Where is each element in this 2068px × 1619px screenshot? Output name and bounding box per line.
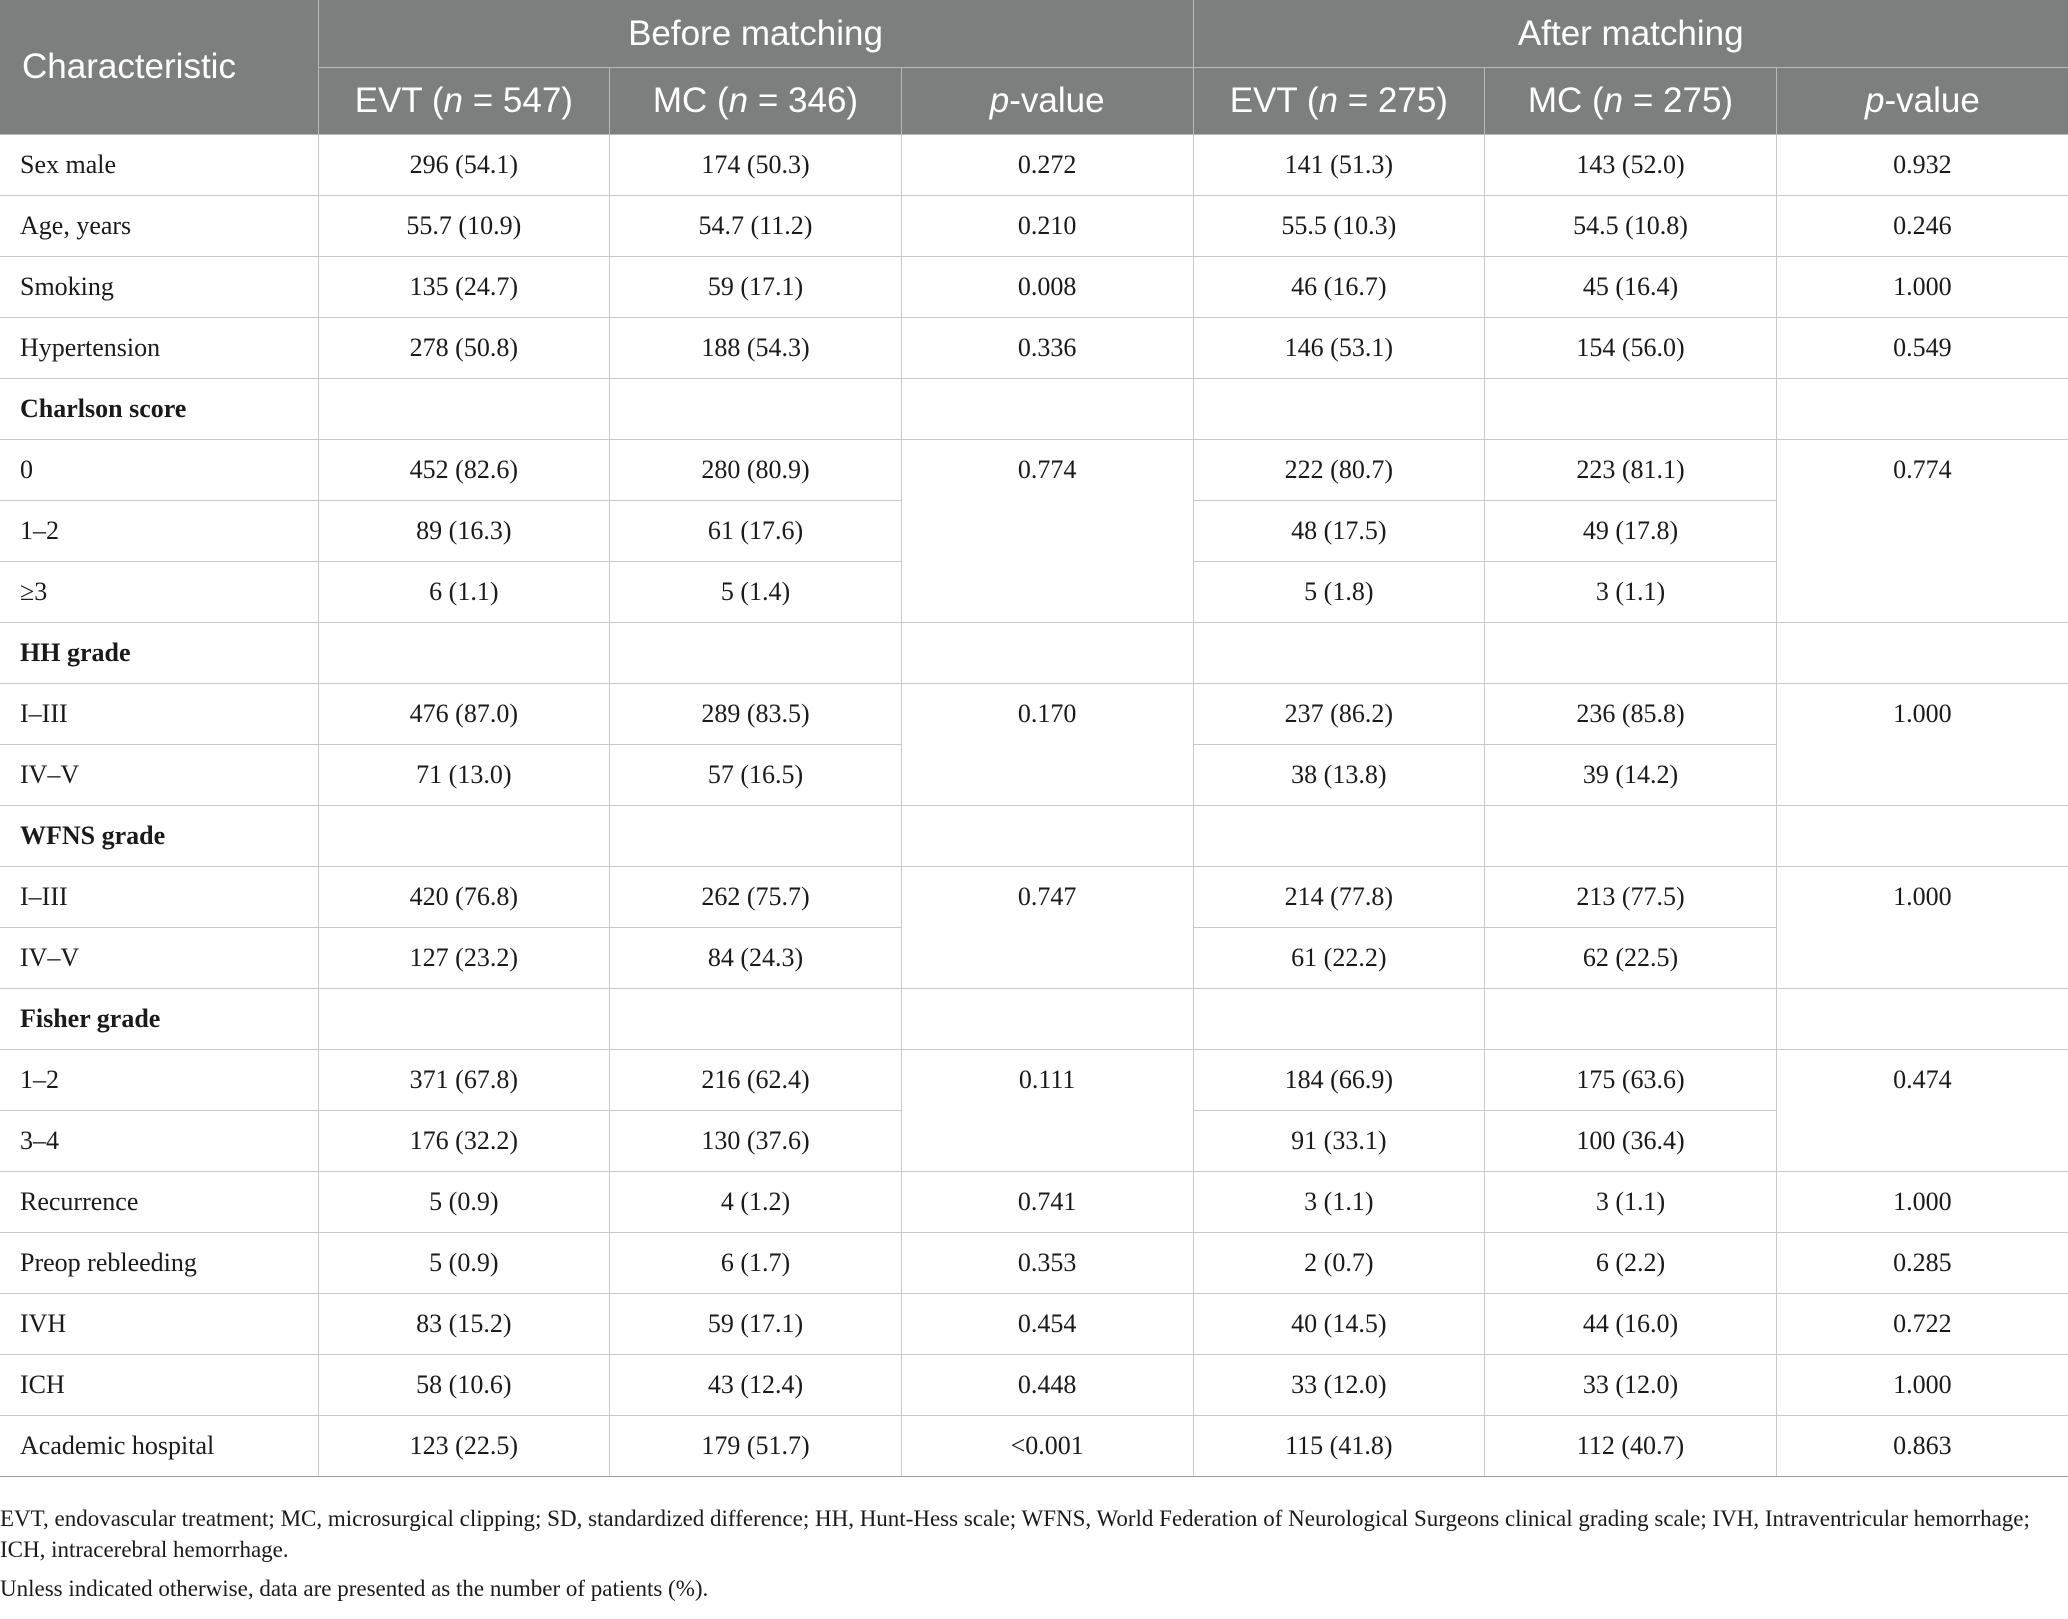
table-row: [0, 257, 2068, 318]
footnote-abbreviations: EVT, endovascular treatment; MC, microsurgical clipping; SD, standardized difference; HH, Hunt-Hess scale; WFNS, World Federation of Neurological Surgeons clinical grading scale; IVH, Intraventricular hemorrhage; ICH, intracerebral hemorrhage.: [0, 1506, 2030, 1562]
cell-value: 83 (15.2): [318, 1294, 610, 1355]
cell-value: 3 (1.1): [1485, 1172, 1777, 1233]
header-col-3: [1193, 68, 1485, 135]
row-label: Academic hospital: [0, 1416, 318, 1477]
cell-value: 176 (32.2): [318, 1111, 610, 1172]
empty-cell: [1485, 623, 1777, 684]
cell-value: 213 (77.5): [1485, 867, 1777, 928]
p-value-after: 1.000: [1776, 684, 2068, 806]
row-label: I–III: [0, 684, 318, 745]
header-col-2: [901, 68, 1193, 135]
header-col-1: [610, 68, 902, 135]
header-col-text: MC (: [652, 81, 729, 120]
cell-value: 0.454: [901, 1294, 1193, 1355]
p-value-before: 0.111: [901, 1050, 1193, 1172]
cell-value: 143 (52.0): [1485, 135, 1777, 196]
cell-value: 38 (13.8): [1193, 745, 1485, 806]
header-col-text: EVT (: [354, 81, 444, 120]
table-row: [0, 196, 2068, 257]
row-label: Age, years: [0, 196, 318, 257]
empty-cell: [318, 989, 610, 1050]
cell-value: 54.5 (10.8): [1485, 196, 1777, 257]
section-label: HH grade: [0, 623, 318, 684]
cell-value: 5 (1.8): [1193, 562, 1485, 623]
header-col-text: = 275): [1623, 81, 1734, 120]
empty-cell: [901, 806, 1193, 867]
cell-value: 40 (14.5): [1193, 1294, 1485, 1355]
cell-value: 2 (0.7): [1193, 1233, 1485, 1294]
row-label: ≥3: [0, 562, 318, 623]
subgroup-row: [0, 1050, 2068, 1111]
header-col-5: [1776, 68, 2068, 135]
row-label: Sex male: [0, 135, 318, 196]
row-label: Hypertension: [0, 318, 318, 379]
cell-value: 262 (75.7): [610, 867, 902, 928]
empty-cell: [1776, 623, 2068, 684]
cell-value: 0.336: [901, 318, 1193, 379]
cell-value: 179 (51.7): [610, 1416, 902, 1477]
empty-cell: [1193, 623, 1485, 684]
p-value-before: 0.774: [901, 440, 1193, 623]
empty-cell: [610, 623, 902, 684]
empty-cell: [1193, 989, 1485, 1050]
header-col-italic: p: [989, 81, 1010, 120]
cell-value: 61 (17.6): [610, 501, 902, 562]
cell-value: 46 (16.7): [1193, 257, 1485, 318]
section-row: [0, 379, 2068, 440]
cell-value: 280 (80.9): [610, 440, 902, 501]
p-value-before: 0.170: [901, 684, 1193, 806]
empty-cell: [1776, 379, 2068, 440]
row-label: Recurrence: [0, 1172, 318, 1233]
cell-value: 71 (13.0): [318, 745, 610, 806]
cell-value: 59 (17.1): [610, 1294, 902, 1355]
cell-value: 4 (1.2): [610, 1172, 902, 1233]
table-row: [0, 1233, 2068, 1294]
empty-cell: [610, 806, 902, 867]
header-col-text: = 275): [1338, 81, 1448, 120]
row-label: IV–V: [0, 745, 318, 806]
header-col-text: -value: [1009, 81, 1105, 120]
cell-value: 130 (37.6): [610, 1111, 902, 1172]
empty-cell: [1193, 806, 1485, 867]
row-label: IVH: [0, 1294, 318, 1355]
header-characteristic: Characteristic: [0, 0, 318, 135]
subgroup-row: [0, 440, 2068, 501]
cell-value: 223 (81.1): [1485, 440, 1777, 501]
cell-value: 57 (16.5): [610, 745, 902, 806]
table-body: [0, 135, 2068, 1477]
subgroup-row: [0, 684, 2068, 745]
cell-value: 237 (86.2): [1193, 684, 1485, 745]
row-label: 3–4: [0, 1111, 318, 1172]
cell-value: 89 (16.3): [318, 501, 610, 562]
cell-value: 135 (24.7): [318, 257, 610, 318]
cell-value: 43 (12.4): [610, 1355, 902, 1416]
cell-value: 61 (22.2): [1193, 928, 1485, 989]
cell-value: 5 (0.9): [318, 1172, 610, 1233]
row-label: Preop rebleeding: [0, 1233, 318, 1294]
header-col-text: EVT (: [1229, 81, 1319, 120]
table-footnotes: [0, 1503, 2050, 1604]
cell-value: 112 (40.7): [1485, 1416, 1777, 1477]
empty-cell: [1193, 379, 1485, 440]
header-col-4: [1485, 68, 1777, 135]
cell-value: 0.285: [1776, 1233, 2068, 1294]
header-col-0: [318, 68, 610, 135]
cell-value: 214 (77.8): [1193, 867, 1485, 928]
cell-value: 420 (76.8): [318, 867, 610, 928]
cell-value: 5 (0.9): [318, 1233, 610, 1294]
empty-cell: [901, 623, 1193, 684]
section-label: Fisher grade: [0, 989, 318, 1050]
p-value-after: 1.000: [1776, 867, 2068, 989]
table-row: [0, 1416, 2068, 1477]
cell-value: 6 (1.7): [610, 1233, 902, 1294]
cell-value: 289 (83.5): [610, 684, 902, 745]
empty-cell: [901, 379, 1193, 440]
cell-value: 154 (56.0): [1485, 318, 1777, 379]
cell-value: 3 (1.1): [1485, 562, 1777, 623]
table-row: [0, 1355, 2068, 1416]
header-col-text: = 547): [463, 81, 573, 120]
cell-value: 0.448: [901, 1355, 1193, 1416]
cell-value: 222 (80.7): [1193, 440, 1485, 501]
header-col-italic: n: [728, 81, 749, 120]
cell-value: 0.741: [901, 1172, 1193, 1233]
empty-cell: [1776, 806, 2068, 867]
cell-value: 55.7 (10.9): [318, 196, 610, 257]
cell-value: 0.353: [901, 1233, 1193, 1294]
empty-cell: [610, 379, 902, 440]
cell-value: 91 (33.1): [1193, 1111, 1485, 1172]
cell-value: 62 (22.5): [1485, 928, 1777, 989]
cell-value: 1.000: [1776, 1172, 2068, 1233]
section-row: [0, 989, 2068, 1050]
cell-value: 371 (67.8): [318, 1050, 610, 1111]
cell-value: 48 (17.5): [1193, 501, 1485, 562]
cell-value: 476 (87.0): [318, 684, 610, 745]
subgroup-row: [0, 867, 2068, 928]
cell-value: 84 (24.3): [610, 928, 902, 989]
header-row-groups: [0, 0, 2068, 68]
empty-cell: [318, 379, 610, 440]
cell-value: 5 (1.4): [610, 562, 902, 623]
cell-value: 236 (85.8): [1485, 684, 1777, 745]
header-col-italic: n: [1603, 81, 1624, 120]
cell-value: 452 (82.6): [318, 440, 610, 501]
header-col-italic: n: [1318, 81, 1338, 120]
cell-value: 39 (14.2): [1485, 745, 1777, 806]
cell-value: 54.7 (11.2): [610, 196, 902, 257]
empty-cell: [1776, 989, 2068, 1050]
cell-value: 296 (54.1): [318, 135, 610, 196]
empty-cell: [318, 623, 610, 684]
cell-value: 278 (50.8): [318, 318, 610, 379]
section-row: [0, 623, 2068, 684]
row-label: 0: [0, 440, 318, 501]
cell-value: 188 (54.3): [610, 318, 902, 379]
cell-value: 216 (62.4): [610, 1050, 902, 1111]
cell-value: 123 (22.5): [318, 1416, 610, 1477]
cell-value: 0.722: [1776, 1294, 2068, 1355]
cell-value: 6 (1.1): [318, 562, 610, 623]
empty-cell: [1485, 379, 1777, 440]
cell-value: 3 (1.1): [1193, 1172, 1485, 1233]
header-col-text: = 346): [748, 81, 859, 120]
header-col-text: -value: [1884, 81, 1980, 120]
cell-value: 184 (66.9): [1193, 1050, 1485, 1111]
table-row: [0, 135, 2068, 196]
table-row: [0, 1294, 2068, 1355]
empty-cell: [610, 989, 902, 1050]
cell-value: 0.549: [1776, 318, 2068, 379]
header-col-italic: n: [443, 81, 463, 120]
cell-value: 44 (16.0): [1485, 1294, 1777, 1355]
empty-cell: [1485, 989, 1777, 1050]
row-label: Smoking: [0, 257, 318, 318]
row-label: 1–2: [0, 501, 318, 562]
empty-cell: [901, 989, 1193, 1050]
cell-value: 33 (12.0): [1485, 1355, 1777, 1416]
header-col-italic: p: [1865, 81, 1885, 120]
row-label: 1–2: [0, 1050, 318, 1111]
cell-value: 146 (53.1): [1193, 318, 1485, 379]
cell-value: 100 (36.4): [1485, 1111, 1777, 1172]
section-row: [0, 806, 2068, 867]
cell-value: 1.000: [1776, 257, 2068, 318]
row-label: I–III: [0, 867, 318, 928]
cell-value: 127 (23.2): [318, 928, 610, 989]
cell-value: 0.863: [1776, 1416, 2068, 1477]
cell-value: 55.5 (10.3): [1193, 196, 1485, 257]
section-label: WFNS grade: [0, 806, 318, 867]
cell-value: <0.001: [901, 1416, 1193, 1477]
cell-value: 141 (51.3): [1193, 135, 1485, 196]
p-value-after: 0.474: [1776, 1050, 2068, 1172]
header-after-matching: After matching: [1193, 0, 2068, 68]
cell-value: 1.000: [1776, 1355, 2068, 1416]
empty-cell: [1485, 806, 1777, 867]
cell-value: 0.272: [901, 135, 1193, 196]
table-row: [0, 1172, 2068, 1233]
cell-value: 174 (50.3): [610, 135, 902, 196]
table-row: [0, 318, 2068, 379]
cell-value: 115 (41.8): [1193, 1416, 1485, 1477]
cell-value: 59 (17.1): [610, 257, 902, 318]
cell-value: 49 (17.8): [1485, 501, 1777, 562]
cell-value: 0.210: [901, 196, 1193, 257]
cell-value: 6 (2.2): [1485, 1233, 1777, 1294]
cell-value: 0.932: [1776, 135, 2068, 196]
row-label: ICH: [0, 1355, 318, 1416]
section-label: Charlson score: [0, 379, 318, 440]
cell-value: 33 (12.0): [1193, 1355, 1485, 1416]
header-before-matching: Before matching: [318, 0, 1193, 68]
cell-value: 0.008: [901, 257, 1193, 318]
p-value-before: 0.747: [901, 867, 1193, 989]
empty-cell: [318, 806, 610, 867]
cell-value: 45 (16.4): [1485, 257, 1777, 318]
p-value-after: 0.774: [1776, 440, 2068, 623]
footnote-data-format: Unless indicated otherwise, data are presented as the number of patients (%).: [0, 1576, 709, 1601]
cell-value: 175 (63.6): [1485, 1050, 1777, 1111]
cell-value: 58 (10.6): [318, 1355, 610, 1416]
row-label: IV–V: [0, 928, 318, 989]
header-col-text: MC (: [1527, 81, 1604, 120]
cell-value: 0.246: [1776, 196, 2068, 257]
